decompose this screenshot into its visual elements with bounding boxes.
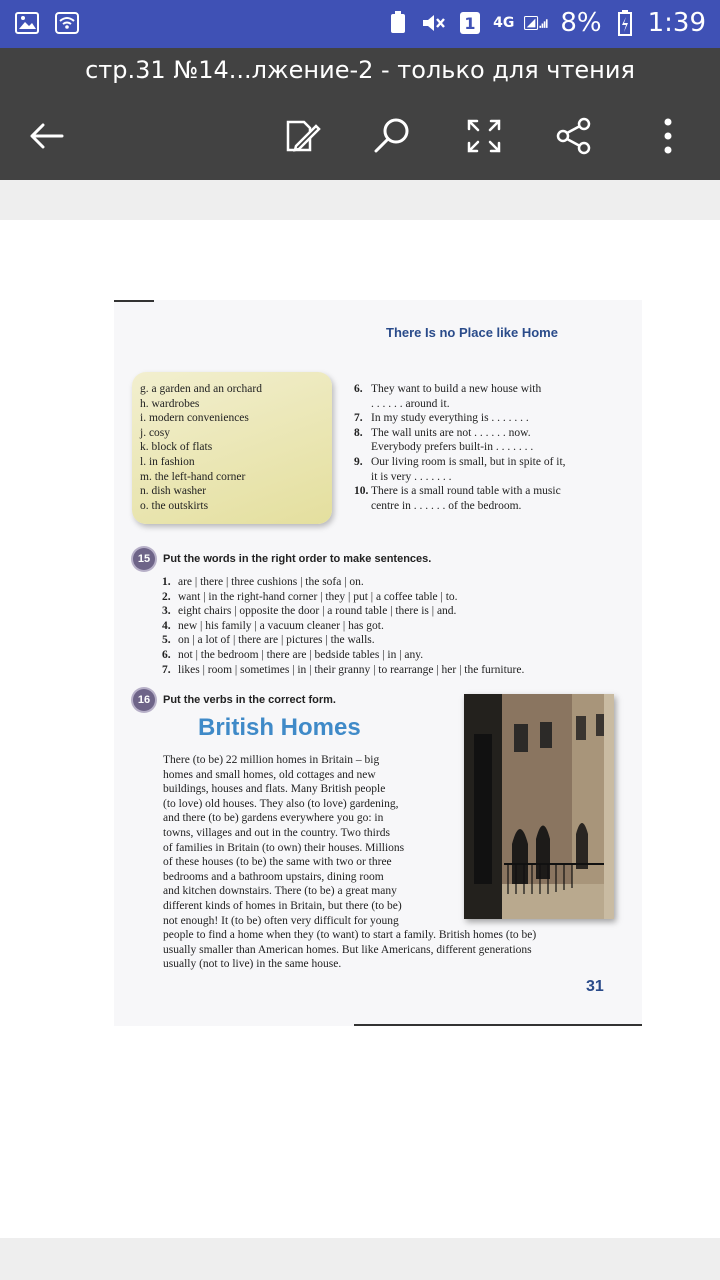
sentence-text: There is a small round table with a music xyxy=(371,485,561,498)
signal-icon xyxy=(524,10,550,36)
word-list-item: l. in fashion xyxy=(140,455,195,468)
edit-button[interactable] xyxy=(280,114,324,158)
sentence-line xyxy=(354,484,636,499)
exercise-15-badge: 15 xyxy=(133,548,155,570)
sentence-number xyxy=(354,470,371,485)
section-title: There Is no Place like Home xyxy=(386,325,558,340)
gallery-notification-icon xyxy=(14,10,40,36)
word-list-item: i. modern conveniences xyxy=(140,412,249,425)
sim-slot-icon xyxy=(457,10,483,36)
sentence-list xyxy=(354,382,636,513)
text-line: of these houses (to be) the same with two or three xyxy=(163,856,392,869)
sentence-line xyxy=(354,411,636,426)
exercise-15-item xyxy=(162,590,632,605)
british-homes-text xyxy=(163,753,618,972)
document-page[interactable] xyxy=(114,300,642,1026)
exercise-15-item xyxy=(162,633,632,648)
item-number: 7. xyxy=(162,663,171,676)
item-text: want | in the right-hand corner | they | put | a coffee table | to. xyxy=(178,590,458,603)
sentence-number xyxy=(354,440,371,455)
sentence-number: 7. xyxy=(354,412,363,425)
fullscreen-icon xyxy=(464,116,504,156)
text-line: (to love) old houses. They also (to love) gardening, xyxy=(163,797,399,810)
sentence-text: In my study everything is . . . . . . . xyxy=(371,412,529,425)
battery-icon xyxy=(612,10,638,36)
sentence-number xyxy=(354,499,371,514)
text-line: towns, villages and out in the country. Two thirds xyxy=(163,826,390,839)
sentence-number: 10. xyxy=(354,485,369,498)
share-icon xyxy=(554,116,594,156)
word-list-item: j. cosy xyxy=(140,426,171,439)
word-list-item: g. a garden and an orchard xyxy=(140,383,262,395)
exercise-15-item xyxy=(162,619,632,634)
exercise-15-list xyxy=(162,575,632,677)
viewer-bottom-margin xyxy=(0,1238,720,1280)
text-line: usually (not to live) in the same house. xyxy=(163,958,342,971)
text-line: and there (to be) gardens everywhere you go: in xyxy=(163,812,384,825)
page-number: 31 xyxy=(586,978,604,995)
sentence-number: 8. xyxy=(354,426,363,439)
text-line: bedrooms and a bathroom upstairs, dining room xyxy=(163,870,384,883)
more-options-button[interactable] xyxy=(646,114,690,158)
sentence-line xyxy=(354,455,636,470)
sentence-line xyxy=(354,397,636,412)
app-bar xyxy=(0,48,720,180)
text-line: of families in Britain (to own) their houses. Millions xyxy=(163,841,405,854)
item-number: 4. xyxy=(162,619,171,632)
edit-icon xyxy=(282,116,322,156)
text-line: people to find a home when they (to want) to start a family. British homes (to be) xyxy=(163,929,537,942)
item-number: 1. xyxy=(162,576,171,588)
item-text: on | a lot of | there are | pictures | the walls. xyxy=(178,634,375,647)
item-text: eight chairs | opposite the door | a round table | there is | and. xyxy=(178,605,457,618)
more-icon xyxy=(648,116,688,156)
battery-percent: 8% xyxy=(560,8,602,38)
page-edge-line xyxy=(114,300,154,302)
page-edge-line-bottom xyxy=(354,1024,642,1026)
word-list-item: h. wardrobes xyxy=(140,397,200,410)
item-text: likes | room | sometimes | in | their granny | to rearrange | her | the furniture. xyxy=(178,663,525,676)
text-line: usually smaller than American homes. But like Americans, different generations xyxy=(163,943,532,956)
text-line: not enough! It (to be) often very difficult for young xyxy=(163,914,399,927)
item-number: 3. xyxy=(162,605,171,618)
exercise-15-item xyxy=(162,575,632,590)
sentence-text: The wall units are not . . . . . . now. xyxy=(371,426,531,439)
text-line: different kinds of homes in Britain, but there (to be) xyxy=(163,899,402,912)
mute-icon xyxy=(421,10,447,36)
word-list-item: k. block of flats xyxy=(140,441,213,454)
sentence-text: Our living room is small, but in spite of it, xyxy=(371,455,566,468)
text-line: buildings, houses and flats. Many British people xyxy=(163,783,386,796)
toolbar xyxy=(0,106,720,162)
word-list-item: o. the outskirts xyxy=(140,499,209,512)
exercise-16-title: Put the verbs in the correct form. xyxy=(163,694,336,706)
sentence-number xyxy=(354,397,371,412)
fullscreen-button[interactable] xyxy=(462,114,506,158)
exercise-15-title: Put the words in the right order to make sentences. xyxy=(163,553,432,565)
back-button[interactable] xyxy=(24,114,68,158)
search-button[interactable] xyxy=(370,114,414,158)
wifi-notification-icon xyxy=(54,10,80,36)
sentence-line xyxy=(354,382,636,397)
sim-slot-label: 1 xyxy=(464,14,476,33)
sentence-number: 6. xyxy=(354,383,363,395)
sentence-text: Everybody prefers built-in . . . . . . . xyxy=(371,441,534,454)
item-number: 6. xyxy=(162,648,171,661)
status-bar xyxy=(0,0,720,48)
sentence-text: . . . . . . around it. xyxy=(371,397,450,410)
item-text: not | the bedroom | there are | bedside tables | in | any. xyxy=(178,648,424,661)
item-text: are | there | three cushions | the sofa | on. xyxy=(178,576,364,588)
sentence-line xyxy=(354,426,636,441)
sentence-text: it is very . . . . . . . xyxy=(371,470,452,483)
exercise-15-item xyxy=(162,663,632,678)
search-icon xyxy=(372,116,412,156)
item-text: new | his family | a vacuum cleaner | has got. xyxy=(178,619,384,632)
exercise-16-badge: 16 xyxy=(133,689,155,711)
back-icon xyxy=(26,116,66,156)
viewer-top-margin xyxy=(0,180,720,220)
sentence-number: 9. xyxy=(354,455,363,468)
word-list-item: n. dish washer xyxy=(140,485,207,498)
recycle-icon xyxy=(385,10,411,36)
clock: 1:39 xyxy=(647,8,706,38)
text-line: and kitchen downstairs. There (to be) a great many xyxy=(163,885,397,898)
text-line: homes and small homes, old cottages and new xyxy=(163,768,376,781)
document-title: стр.31 №14...лжение-2 - только для чтения xyxy=(85,56,635,84)
exercise-15-item xyxy=(162,604,632,619)
exercise-15-item xyxy=(162,648,632,663)
sentence-text: They want to build a new house with xyxy=(371,383,542,395)
word-list xyxy=(140,382,262,513)
item-number: 2. xyxy=(162,590,171,603)
sentence-text: centre in . . . . . . of the bedroom. xyxy=(371,499,522,512)
share-button[interactable] xyxy=(552,114,596,158)
british-homes-heading: British Homes xyxy=(198,714,361,741)
sentence-line xyxy=(354,499,636,514)
network-type: 4G xyxy=(493,15,515,31)
sentence-line xyxy=(354,440,636,455)
text-line: There (to be) 22 million homes in Britain – big xyxy=(163,754,380,766)
sentence-line xyxy=(354,470,636,485)
item-number: 5. xyxy=(162,634,171,647)
word-list-item: m. the left-hand corner xyxy=(140,470,246,483)
